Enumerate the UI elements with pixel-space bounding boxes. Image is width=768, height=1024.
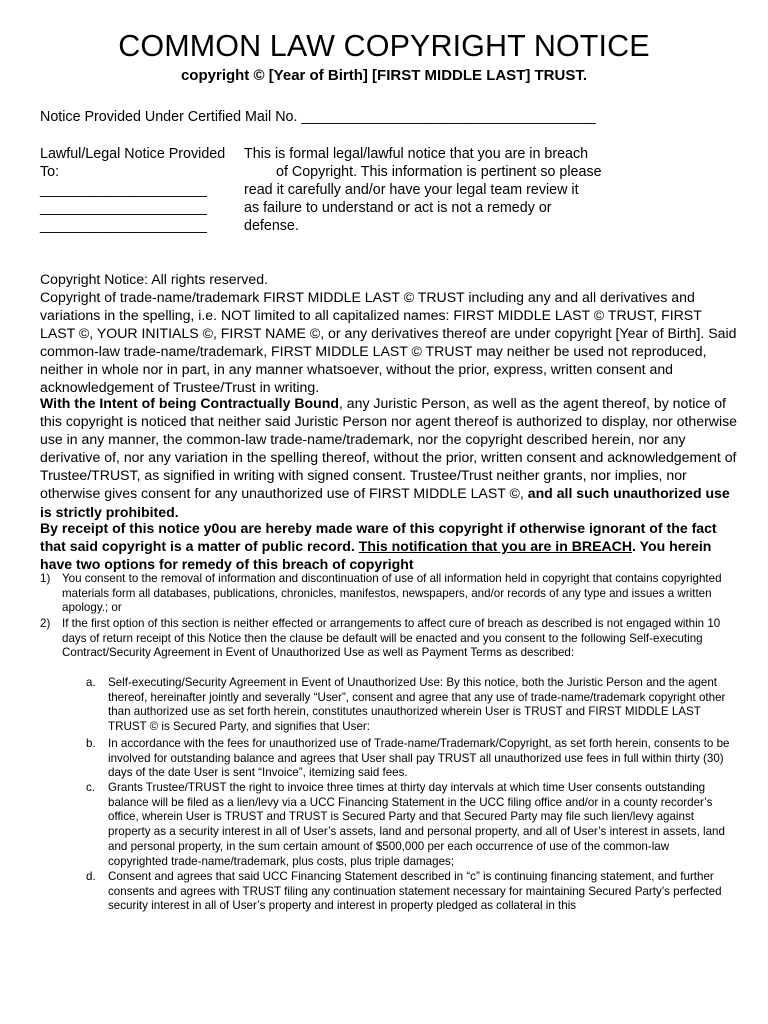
addressee-blank-1: _____________________ [40,182,207,198]
certified-mail-line: Notice Provided Under Certified Mail No. _____________________________________ [40,109,596,125]
subitem-b-letter: b. [86,737,96,750]
subitem-b-text: In accordance with the fees for unauthorized use of Trade-name/Trademark/Copyright, as set forth herein, consents to be involved for outstanding balance and agrees that User shall pay TRUST all unauthorized use fees in full within thirty (30) days of the date User is sent “Invoice”, itemizing said fees. [108,737,730,780]
option-1-text: You consent to the removal of information and discontinuation of use of all information held in copyright that contains copyrighted materials form all databases, publications, chronicles, manifestos, newspapers, and/or records of any type and issues a written apology.; or [62,572,722,615]
option-2-text: If the first option of this section is neither effected or arrangements to affect cure of breach as described is not engaged within 10 days of return receipt of this Notice then the clause be default will be enacted and you consent to the following Self-executing Contract/Security Agreement in Event of Unauthorized Use as well as Payment Terms as described: [62,617,721,660]
addressee-label-line1: Lawful/Legal Notice Provided [40,146,226,162]
notice-line-5: defense. [244,218,299,234]
subitem-d-text: Consent and agrees that said UCC Financing Statement described in “c” is continuing financing statement, and further consents and agrees with TRUST filing any continuation statement necessary for maintaining Secured Party’s perfected security interest in all of User’s property and interest in property pledged as collateral in this [108,870,722,913]
option-2-number: 2) [40,617,51,630]
subitem-a-letter: a. [86,676,96,689]
intent-bold-lead: With the Intent of being Contractually Bound [40,395,339,411]
page-title: COMMON LAW COPYRIGHT NOTICE [118,29,650,63]
addressee-blank-2: _____________________ [40,200,207,216]
subitem-c-letter: c. [86,781,96,794]
intent-body-text: , any Juristic Person, as well as the agent thereof, by notice of this copyright is noticed that neither said Juristic Person nor agent thereof is authorized to display, nor otherwise use in any manner, the common-law trade-name/trademark, nor the copyright described herein, nor any derivative of, nor any variation in the spelling thereof, without the prior, written consent and acknowledgement of Trustee/TRUST, as signified in writing with signed consent. Trustee/Trust neither grants, nor implies, nor otherwise gives consent for any unauthorized use of FIRST MIDDLE LAST ©, [40,395,737,502]
receipt-end-text: . You herein have two options for remedy of this breach of copyright [40,538,712,573]
subitem-d-letter: d. [86,870,96,883]
notice-line-2: of Copyright. This information is pertinent so please [276,164,602,180]
breach-underlined-text: This notification that you are in BREACH [358,538,633,555]
intent-bold-end: and all such unauthorized use is strictly prohibited. [40,485,730,520]
notice-line-1: This is formal legal/lawful notice that you are in breach [244,146,589,162]
addressee-blank-3: _____________________ [40,218,207,234]
receipt-paragraph [40,519,740,573]
subitem-c-text: Grants Trustee/TRUST the right to invoice three times at thirty day intervals at which time User consents outstanding balance will be filed as a lien/levy via a UCC Financing Statement in the UCC filing office and/or in a county recorder’s office, wherein User is TRUST and TRUST is Secured Party and that Secured Party may file such lien/levy against property as a security interest in all of User’s assets, land and personal property, and all of User’s interest in assets, land and personal property, in the sum certain amount of $500,000 per each occurrence of use of the common-law copyrighted trade-name/trademark, plus costs, plus triple damages; [108,781,725,868]
receipt-bold-text: By receipt of this notice y0ou are hereby made ware of this copyright if otherwise ignorant of the fact that said copyright is a matter of public record. [40,520,717,555]
page-subtitle: copyright © [Year of Birth] [FIRST MIDDLE LAST] TRUST. [180,67,588,84]
intent-paragraph [40,394,740,521]
copyright-notice-heading: Copyright Notice: All rights reserved. [40,271,268,287]
notice-line-3: read it carefully and/or have your legal team review it [244,182,579,198]
notice-line-4: as failure to understand or act is not a remedy or [244,200,552,216]
addressee-label-line2: To: [40,164,60,180]
option-1-number: 1) [40,572,51,585]
subitem-a-text: Self-executing/Security Agreement in Event of Unauthorized Use: By this notice, both the Juristic Person and the agent thereof, hereinafter jointly and severally “User”, consent and agree that any use of trade-name/trademark copyright other than authorized use as set forth herein, constitutes unauthorized wherein User is TRUST and FIRST MIDDLE LAST TRUST © is Secured Party, and signifies that User: [108,676,726,734]
copyright-paragraph: Copyright of trade-name/trademark FIRST MIDDLE LAST © TRUST including any and all derivatives and variations in the spelling, i.e. NOT limited to all capitalized names: FIRST MIDDLE LAST © TRUST, FIRST LAST ©, YOUR INITIALS ©, FIRST NAME ©, or any derivatives thereof are under copyright [Year of Birth]. Said common-law trade-name/trademark, FIRST MIDDLE LAST © TRUST may neither be used not reproduced, neither in whole nor in part, in any manner whatsoever, without the prior, express, written consent and acknowledgement of Trustee/Trust in writing. [40,289,737,396]
